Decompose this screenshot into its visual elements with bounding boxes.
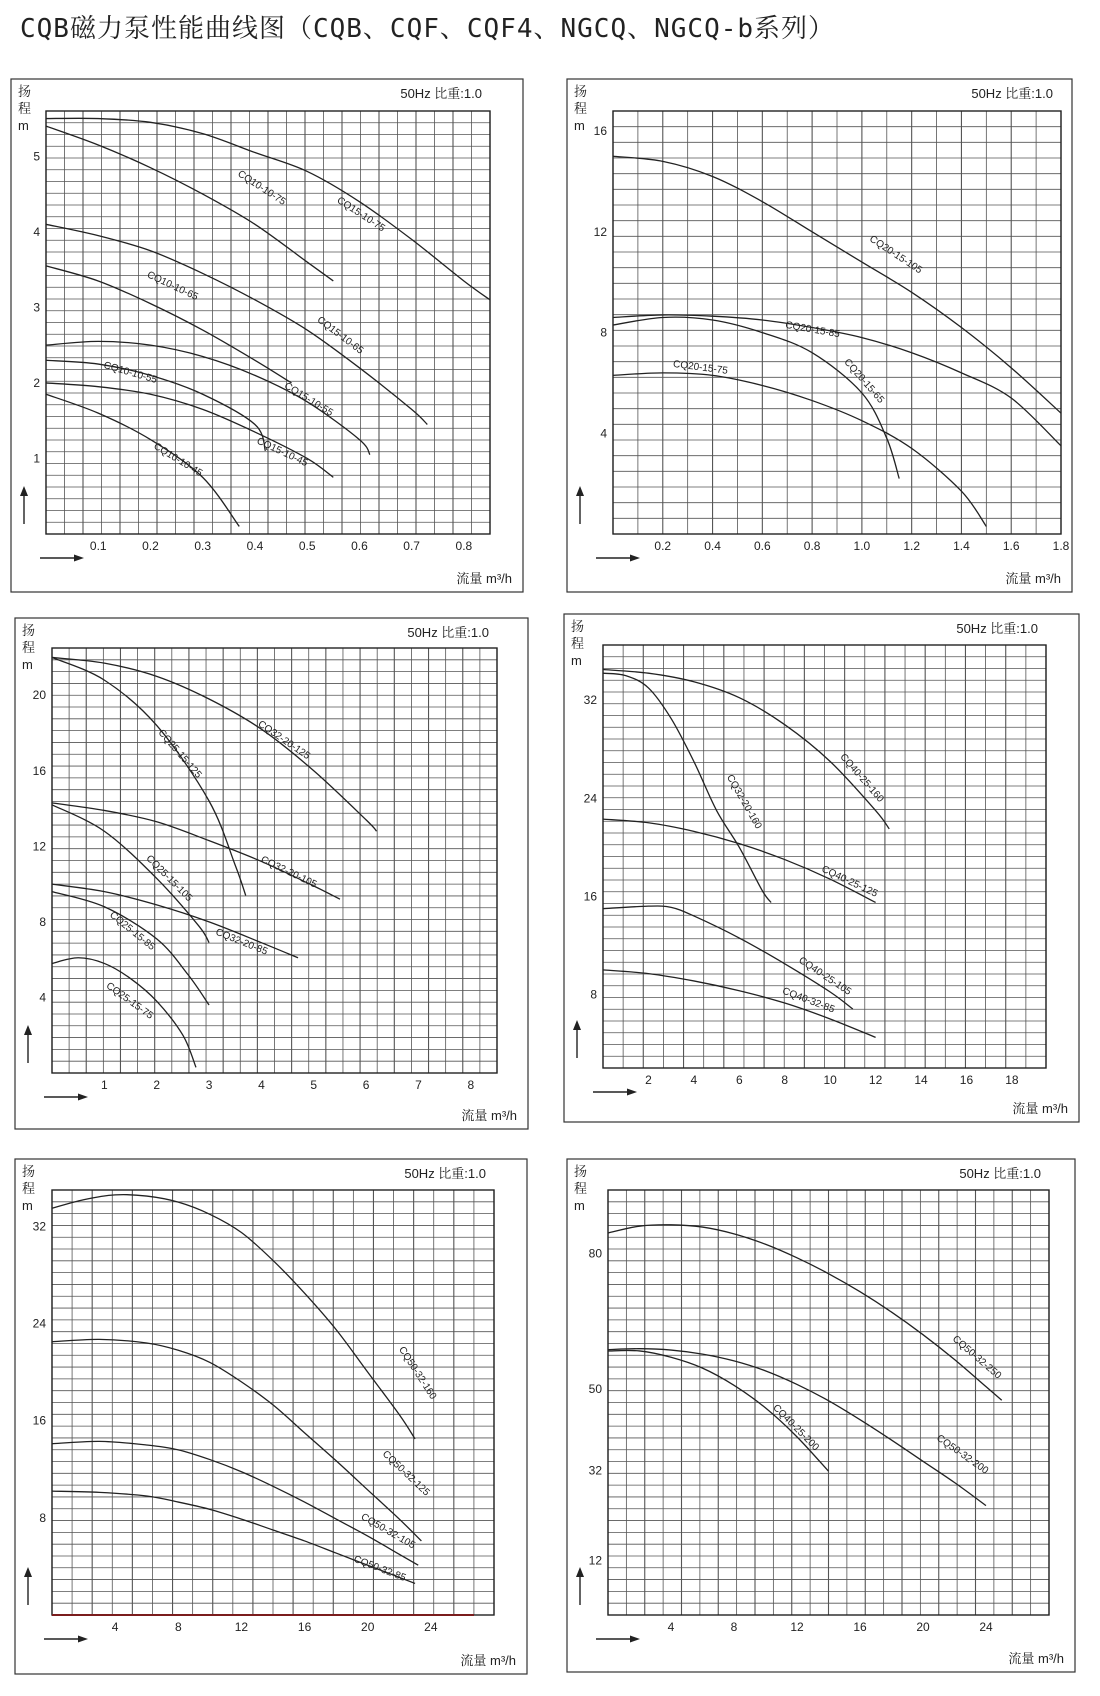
y-tick-label: 32 (588, 1463, 602, 1478)
x-tick-label: 20 (361, 1620, 375, 1634)
chart-svg (10, 78, 524, 593)
y-axis-label-char: 扬 (574, 84, 588, 99)
y-tick-label: 3 (33, 300, 40, 315)
x-tick-label: 0.5 (298, 539, 316, 553)
series-label: CQ20-15-105 (867, 233, 924, 277)
series-label: CQ50-32-200 (934, 1432, 991, 1477)
series-label: CQ25-15-125 (155, 727, 204, 781)
x-tick-label: 0.2 (142, 539, 159, 553)
series-label: CQ40-25-105 (796, 955, 854, 998)
y-tick-label: 8 (39, 914, 46, 929)
chart-panel-6 (566, 1158, 1076, 1673)
series-label: CQ50-32-85 (352, 1553, 408, 1584)
x-tick-label: 1 (101, 1078, 108, 1092)
chart-frame (11, 79, 523, 592)
series-label: CQ10-10-45 (151, 441, 205, 480)
y-axis-label-char: m (18, 118, 29, 133)
y-tick-label: 12 (588, 1553, 602, 1568)
x-tick-label: 0.4 (704, 539, 721, 553)
y-tick-label: 50 (588, 1381, 602, 1396)
y-tick-label: 12 (593, 224, 607, 239)
freq-label: 50Hz 比重:1.0 (407, 625, 489, 640)
y-axis-label-char: 程 (574, 1181, 588, 1196)
y-tick-label: 24 (32, 1316, 46, 1331)
y-axis-label-char: 程 (18, 101, 32, 116)
y-axis-label-char: m (22, 1198, 33, 1213)
y-tick-label: 8 (590, 987, 597, 1002)
x-tick-label: 0.6 (351, 539, 368, 553)
x-tick-label: 4 (111, 1620, 119, 1634)
series-label: CQ32-20-85 (213, 926, 269, 958)
y-tick-label: 4 (39, 990, 46, 1005)
y-axis-label-char: 扬 (22, 623, 36, 638)
freq-label: 50Hz 比重:1.0 (971, 86, 1053, 101)
x-tick-label: 16 (853, 1620, 867, 1634)
y-axis-label-char: 程 (574, 101, 588, 116)
x-tick-label: 1.4 (953, 539, 970, 553)
chart-panel-4 (563, 613, 1080, 1123)
y-tick-label: 80 (588, 1246, 602, 1261)
x-axis-label: 流量 m³/h (1012, 1101, 1068, 1116)
x-tick-label: 1.6 (1002, 539, 1020, 553)
series-label: CQ50-32-250 (950, 1333, 1004, 1382)
x-tick-label: 2 (645, 1073, 652, 1087)
chart-frame (15, 618, 528, 1129)
x-tick-label: 8 (174, 1620, 182, 1634)
chart-panel-3 (14, 617, 529, 1130)
chart-panel-2 (566, 78, 1073, 593)
x-tick-label: 5 (310, 1078, 318, 1092)
x-tick-label: 16 (297, 1620, 312, 1634)
chart-svg (563, 613, 1080, 1123)
chart-svg (14, 1158, 528, 1675)
series-label: CQ25-15-85 (107, 909, 157, 953)
x-tick-label: 0.4 (246, 539, 264, 553)
freq-label: 50Hz 比重:1.0 (404, 1166, 486, 1181)
series-label: CQ40-32-85 (780, 985, 837, 1016)
y-tick-label: 2 (33, 375, 40, 390)
y-tick-label: 16 (583, 889, 597, 904)
y-axis-label-char: m (574, 1198, 585, 1213)
x-axis-label: 流量 m³/h (1008, 1651, 1064, 1666)
y-axis-label-char: 扬 (571, 619, 585, 634)
series-label: CQ15-10-45 (254, 435, 310, 470)
x-tick-label: 8 (467, 1078, 475, 1092)
x-tick-label: 12 (790, 1620, 804, 1634)
x-tick-label: 6 (735, 1073, 743, 1087)
y-tick-label: 5 (33, 149, 40, 164)
series-label: CQ40-25-160 (837, 751, 886, 805)
x-tick-label: 10 (823, 1073, 837, 1087)
y-axis-label-char: m (574, 118, 585, 133)
series-label: CQ10-10-75 (235, 168, 288, 208)
x-axis-label: 流量 m³/h (460, 1653, 516, 1668)
series-label: CQ15-10-55 (282, 380, 335, 419)
x-tick-label: 24 (424, 1620, 438, 1634)
series-label: CQ25-15-75 (103, 980, 155, 1022)
x-tick-label: 0.8 (803, 539, 821, 553)
y-tick-label: 1 (33, 451, 40, 466)
x-tick-label: 1.0 (853, 539, 871, 553)
x-tick-label: 4 (690, 1073, 698, 1087)
x-tick-label: 1.8 (1052, 539, 1070, 553)
series-label: CQ20-15-75 (672, 358, 729, 377)
x-tick-label: 8 (781, 1073, 789, 1087)
x-tick-label: 8 (730, 1620, 738, 1634)
series-label: CQ40-25-125 (819, 863, 880, 900)
freq-label: 50Hz 比重:1.0 (400, 86, 482, 101)
y-axis-label-char: 程 (22, 1181, 36, 1196)
series-label: CQ32-20-160 (723, 772, 764, 831)
x-tick-label: 0.2 (654, 539, 672, 553)
series-label: CQ32-20-125 (255, 718, 312, 763)
y-tick-label: 8 (600, 325, 607, 340)
series-label: CQ40-25-200 (770, 1402, 821, 1454)
y-tick-label: 20 (32, 688, 46, 703)
x-tick-label: 0.1 (89, 539, 107, 553)
y-tick-label: 16 (593, 124, 607, 139)
x-tick-label: 4 (667, 1620, 675, 1634)
y-axis-label-char: 扬 (18, 84, 32, 99)
y-tick-label: 24 (583, 791, 597, 806)
x-tick-label: 18 (1005, 1073, 1019, 1087)
y-axis-label-char: 程 (571, 636, 585, 651)
series-label: CQ20-15-85 (784, 319, 841, 341)
chart-svg (566, 1158, 1076, 1673)
y-axis-label-char: m (22, 657, 33, 672)
x-tick-label: 1.2 (903, 539, 921, 553)
x-tick-label: 2 (153, 1078, 161, 1092)
y-tick-label: 16 (32, 763, 46, 778)
x-tick-label: 4 (258, 1078, 265, 1092)
series-label: CQ20-15-65 (841, 356, 887, 406)
y-axis-label-char: 扬 (574, 1164, 588, 1179)
x-tick-label: 20 (916, 1620, 930, 1634)
x-tick-label: 3 (205, 1078, 213, 1092)
series-label: CQ10-10-65 (145, 269, 200, 303)
x-tick-label: 14 (914, 1073, 928, 1087)
series-label: CQ50-32-125 (379, 1448, 432, 1499)
series-label: CQ25-15-105 (143, 853, 195, 904)
y-tick-label: 16 (32, 1413, 46, 1428)
y-tick-label: 32 (583, 693, 597, 708)
x-tick-label: 0.3 (194, 539, 212, 553)
x-tick-label: 24 (979, 1620, 993, 1634)
page-title: CQB磁力泵性能曲线图（CQB、CQF、CQF4、NGCQ、NGCQ-b系列） (20, 14, 836, 44)
x-axis-label: 流量 m³/h (1005, 571, 1061, 586)
x-tick-label: 0.6 (753, 539, 771, 553)
x-tick-label: 6 (362, 1078, 370, 1092)
y-axis-label-char: 扬 (22, 1164, 36, 1179)
y-tick-label: 4 (33, 224, 40, 239)
freq-label: 50Hz 比重:1.0 (956, 621, 1038, 636)
x-tick-label: 16 (959, 1073, 974, 1087)
x-tick-label: 7 (415, 1078, 422, 1092)
series-label: CQ10-10-55 (102, 360, 159, 386)
freq-label: 50Hz 比重:1.0 (959, 1166, 1041, 1181)
x-axis-label: 流量 m³/h (461, 1108, 517, 1123)
chart-frame (567, 1159, 1075, 1672)
series-label: CQ32-20-105 (258, 854, 319, 891)
x-tick-label: 0.8 (455, 539, 473, 553)
x-tick-label: 12 (234, 1620, 249, 1634)
y-axis-label-char: m (571, 653, 582, 668)
x-tick-label: 0.7 (403, 539, 420, 553)
series-label: CQ15-10-65 (314, 314, 366, 357)
y-axis-label-char: 程 (22, 640, 36, 655)
chart-panel-1 (10, 78, 524, 593)
y-tick-label: 8 (39, 1510, 46, 1525)
y-tick-label: 12 (32, 839, 46, 854)
series-label: CQ15-10-75 (334, 195, 387, 235)
x-axis-label: 流量 m³/h (456, 571, 512, 586)
x-tick-label: 12 (868, 1073, 883, 1087)
series-label: CQ50-32-160 (396, 1344, 439, 1402)
chart-svg (14, 617, 529, 1130)
series-label: CQ50-32-105 (358, 1511, 417, 1552)
y-tick-label: 4 (600, 426, 607, 441)
y-tick-label: 32 (32, 1219, 46, 1234)
chart-panel-5 (14, 1158, 528, 1675)
chart-svg (566, 78, 1073, 593)
